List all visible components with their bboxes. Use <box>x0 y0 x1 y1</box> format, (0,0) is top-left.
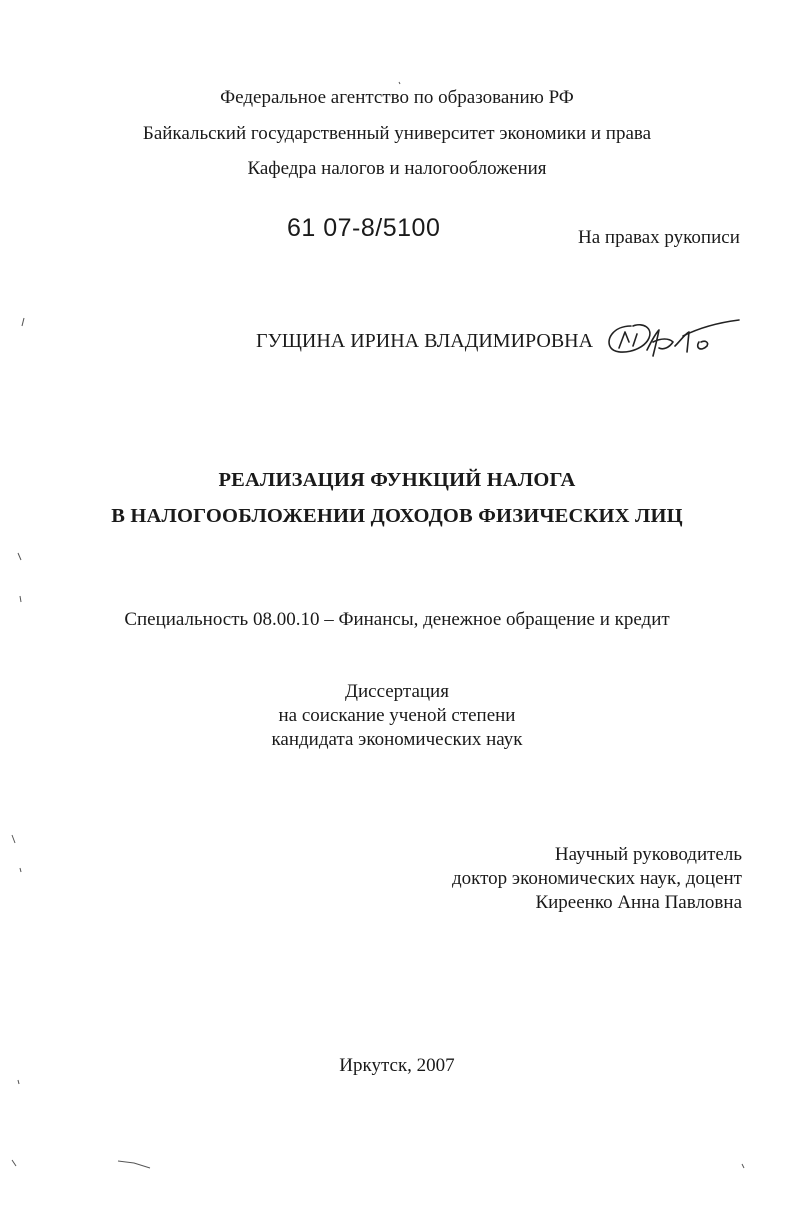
supervisor-credentials: доктор экономических наук, доцент <box>451 868 742 889</box>
degree-line-3: кандидата экономических наук <box>271 729 523 750</box>
place-and-year: Иркутск, 2007 <box>339 1055 455 1076</box>
university-name: Байкальский государственный университет экономики и права <box>142 123 652 144</box>
rights-note: На правах рукописи <box>578 227 740 248</box>
document-code-stamp: 61 07-8/5100 <box>287 214 441 242</box>
degree-line-1: Диссертация <box>345 681 449 702</box>
supervisor-name: Киреенко Анна Павловна <box>535 892 742 913</box>
supervisor-role: Научный руководитель <box>554 844 742 865</box>
author-signature <box>603 312 743 368</box>
dissertation-title-line-1: РЕАЛИЗАЦИЯ ФУНКЦИЙ НАЛОГА <box>218 469 576 491</box>
specialty-line: Специальность 08.00.10 – Финансы, денежное обращение и кредит <box>124 609 670 630</box>
degree-line-2: на соискание ученой степени <box>278 705 516 726</box>
agency-name: Федеральное агентство по образованию РФ <box>220 87 574 108</box>
author-name: ГУЩИНА ИРИНА ВЛАДИМИРОВНА <box>256 330 594 352</box>
dissertation-title-line-2: В НАЛОГООБЛОЖЕНИИ ДОХОДОВ ФИЗИЧЕСКИХ ЛИЦ <box>111 505 683 527</box>
department-name: Кафедра налогов и налогообложения <box>247 158 547 179</box>
